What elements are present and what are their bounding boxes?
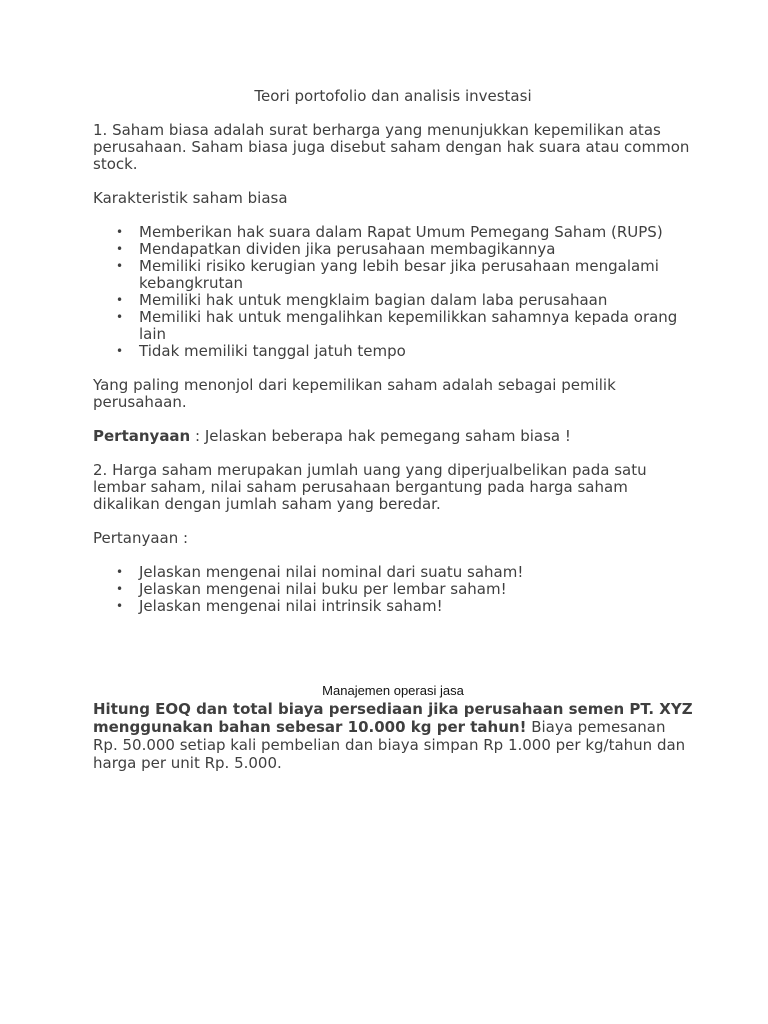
q1-question-paragraph [93, 428, 693, 445]
q2-questions-heading: Pertanyaan : [93, 529, 189, 547]
list-item-text: Memiliki risiko kerugian yang lebih besar jika perusahaan mengalami kebangkrutan [139, 257, 659, 292]
q1-intro-paragraph: 1. Saham biasa adalah surat berharga yang menunjukkan kepemilikan atas perusahaan. Saham biasa juga disebut saham dengan hak suara atau common stock. [93, 121, 690, 173]
list-item-text: Memberikan hak suara dalam Rapat Umum Pemegang Saham (RUPS) [139, 223, 663, 241]
list-item-text: Tidak memiliki tanggal jatuh tempo [139, 342, 406, 360]
list-item [116, 257, 693, 292]
q1-summary-paragraph: Yang paling menonjol dari kepemilikan saham adalah sebagai pemilik perusahaan. [93, 376, 616, 411]
list-item [116, 291, 693, 309]
bullet-icon: • [116, 225, 124, 239]
bullet-icon: • [116, 259, 124, 273]
section-spacer [93, 632, 693, 683]
document-content [93, 88, 693, 772]
list-item-text: Jelaskan mengenai nilai intrinsik saham! [139, 597, 443, 615]
q2-questions-list [93, 564, 693, 615]
list-item-text: Memiliki hak untuk mengalihkan kepemilikkan sahamnya kepada orang lain [139, 308, 678, 343]
list-item [116, 342, 693, 360]
question-label: Pertanyaan [93, 427, 191, 445]
list-item [116, 597, 693, 615]
list-item [116, 308, 693, 343]
bullet-icon: • [116, 310, 124, 324]
list-item [116, 563, 693, 581]
bullet-icon: • [116, 599, 124, 613]
bullet-icon: • [116, 293, 124, 307]
bullet-icon: • [116, 344, 124, 358]
characteristics-list [93, 224, 693, 360]
list-item [116, 580, 693, 598]
section2-problem-paragraph [93, 700, 693, 772]
bullet-icon: • [116, 582, 124, 596]
problem-bold-text: Hitung EOQ dan total biaya persediaan jika perusahaan semen PT. XYZ menggunakan bahan sebesar 10.000 kg per tahun! [93, 700, 693, 736]
section2-title: Manajemen operasi jasa [322, 683, 464, 698]
characteristics-heading: Karakteristik saham biasa [93, 189, 288, 207]
list-item-text: Jelaskan mengenai nilai buku per lembar saham! [139, 580, 507, 598]
question-text: : Jelaskan beberapa hak pemegang saham biasa ! [190, 427, 571, 445]
bullet-icon: • [116, 565, 124, 579]
list-item-text: Jelaskan mengenai nilai nominal dari suatu saham! [139, 563, 524, 581]
q2-intro-paragraph: 2. Harga saham merupakan jumlah uang yang diperjualbelikan pada satu lembar saham, nilai saham perusahaan bergantung pada harga saham dikalikan dengan jumlah saham yang beredar. [93, 461, 647, 513]
list-item-text: Memiliki hak untuk mengklaim bagian dalam laba perusahaan [139, 291, 608, 309]
document-title: Teori portofolio dan analisis investasi [254, 87, 532, 105]
list-item [116, 223, 693, 241]
list-item [116, 240, 693, 258]
problem-rest-text: Biaya pemesanan Rp. 50.000 setiap kali pembelian dan biaya simpan Rp 1.000 per kg/tahun dan harga per unit Rp. 5.000. [93, 718, 686, 772]
bullet-icon: • [116, 242, 124, 256]
list-item-text: Mendapatkan dividen jika perusahaan membagikannya [139, 240, 556, 258]
